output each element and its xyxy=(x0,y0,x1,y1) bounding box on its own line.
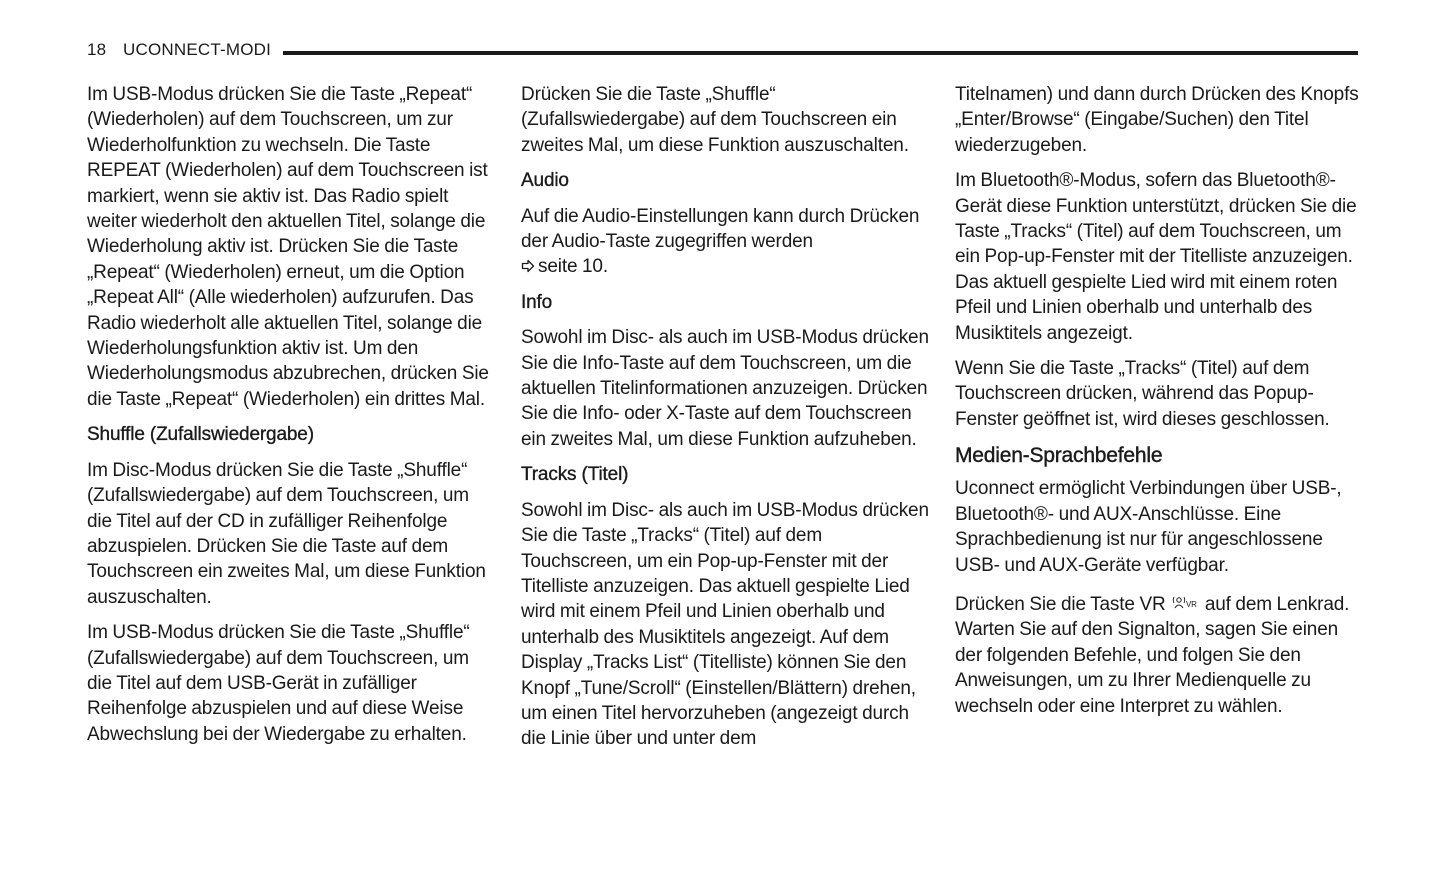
paragraph-tracks: Sowohl im Disc- als auch im USB-Modus drücken Sie die Taste „Tracks“ (Titel) auf dem Touchscreen, um ein Pop-up-Fenster mit der Titelliste anzuzeigen. Das aktuell gespielte Lied wird mit einem Pfeil und Linien oberhalb und unterhalb des Musiktitels angezeigt. Auf dem Display „Tracks List“ (Titelliste) können Sie den Knopf „Tune/Scroll“ (Einstellen/Blättern) drehen, um einen Titel hervorzuheben (angezeigt durch die Linie über und unter dem xyxy=(521,499,929,750)
column-3 xyxy=(955,82,1365,729)
header-rule xyxy=(283,51,1358,55)
paragraph-shuffle-usb: Im USB-Modus drücken Sie die Taste „Shuffle“ (Zufallswiedergabe) auf dem Touchscreen, um die Titel auf dem USB-Gerät in zufälliger Reihenfolge abzuspielen und auf diese Weise Abwechslung bei der Wiedergabe zu erhalten. xyxy=(87,622,470,745)
paragraph-vr-instructions xyxy=(955,592,1365,719)
page-reference-text: seite 10. xyxy=(538,256,608,278)
paragraph-info: Sowohl im Disc- als auch im USB-Modus drücken Sie die Info-Taste auf dem Touchscreen, um die aktuellen Titelinformationen anzuzeigen. Drücken Sie die Info- oder X-Taste auf dem Touchscreen ein zweites Mal, um diese Funktion aufzuheben. xyxy=(521,327,929,450)
heading-audio: Audio xyxy=(521,170,569,192)
vr-instructions-start: Drücken Sie die Taste VR xyxy=(955,593,1166,615)
page-reference-link[interactable] xyxy=(521,256,608,277)
paragraph-shuffle-disc: Im Disc-Modus drücken Sie die Taste „Shuffle“ (Zufallswiedergabe) auf dem Touchscreen, um die Titel auf der CD in zufälliger Reihenfolge abzuspielen. Drücken Sie die Taste auf dem Touchscreen ein zweites Mal, um diese Funktion auszuschalten. xyxy=(87,459,486,608)
paragraph-audio xyxy=(521,204,933,280)
vr-icon-label: VR xyxy=(1186,599,1198,609)
page-number: 18 xyxy=(87,40,107,59)
paragraph-audio-text: Auf die Audio-Einstellungen kann durch Drücken der Audio-Taste zugegriffen werden xyxy=(521,205,920,253)
heading-info: Info xyxy=(521,291,553,313)
paragraph-tracks-close: Wenn Sie die Taste „Tracks“ (Titel) auf dem Touchscreen drücken, während das Popup-Fenster geöffnet ist, wird dieses geschlossen. xyxy=(955,358,1330,430)
paragraph-uconnect-connections: Uconnect ermöglicht Verbindungen über USB-, Bluetooth®- und AUX-Anschlüsse. Eine Sprachbedienung ist nur für angeschlossene USB- und AUX-Geräte verfügbar. xyxy=(955,478,1342,576)
paragraph-bluetooth-tracks: Im Bluetooth®-Modus, sofern das Bluetooth®-Gerät diese Funktion unterstützt, drücken Sie die Taste „Tracks“ (Titel) auf dem Touchscreen, um ein Pop-up-Fenster mit der Titelliste anzuzeigen. Das aktuell gespielte Lied wird mit einem roten Pfeil und Linien oberhalb und unterhalb des Musiktitels angezeigt. xyxy=(955,170,1357,344)
vr-instructions-rest: auf dem Lenkrad. Warten Sie auf den Signalton, sagen Sie einen der folgenden Befehle, und folgen Sie den Anweisungen, um zu Ihrer Medienquelle zu wechseln oder eine Interpret zu wählen. xyxy=(955,593,1350,717)
arrow-right-outline-icon xyxy=(521,259,535,273)
section-title: UCONNECT-MODI xyxy=(123,40,272,59)
column-2 xyxy=(521,82,933,762)
heading-shuffle: Shuffle (Zufallswiedergabe) xyxy=(87,424,314,446)
paragraph-tracks-continued: Titelnamen) und dann durch Drücken des Knopfs „Enter/Browse“ (Eingabe/Suchen) den Titel wiederzugeben. xyxy=(955,84,1359,156)
voice-recognition-icon xyxy=(1172,594,1198,612)
page-header xyxy=(87,38,1358,64)
paragraph-repeat: Im USB-Modus drücken Sie die Taste „Repeat“ (Wiederholen) auf dem Touchscreen, um zur Wiederholfunktion zu wechseln. Die Taste REPEAT (Wiederholen) auf dem Touchscreen ist markiert, wenn sie aktiv ist. Das Radio spielt weiter wiederholt den aktuellen Titel, solange die Wiederholung aktiv ist. Drücken Sie die Taste „Repeat“ (Wiederholen) erneut, um die Option „Repeat All“ (Alle wiederholen) aufzurufen. Das Radio wiederholt alle aktuellen Titel, solange die Wiederholungsfunktion aktiv ist. Um den Wiederholungsmodus abzubrechen, drücken Sie die Taste „Repeat“ (Wiederholen) ein drittes Mal. xyxy=(87,84,489,410)
column-1 xyxy=(87,82,497,757)
heading-tracks: Tracks (Titel) xyxy=(521,464,629,486)
heading-media-voice-commands: Medien-Sprachbefehle xyxy=(955,444,1163,468)
paragraph-shuffle-off: Drücken Sie die Taste „Shuffle“ (Zufallswiedergabe) auf dem Touchscreen ein zweites Mal, um diese Funktion auszuschalten. xyxy=(521,84,909,156)
